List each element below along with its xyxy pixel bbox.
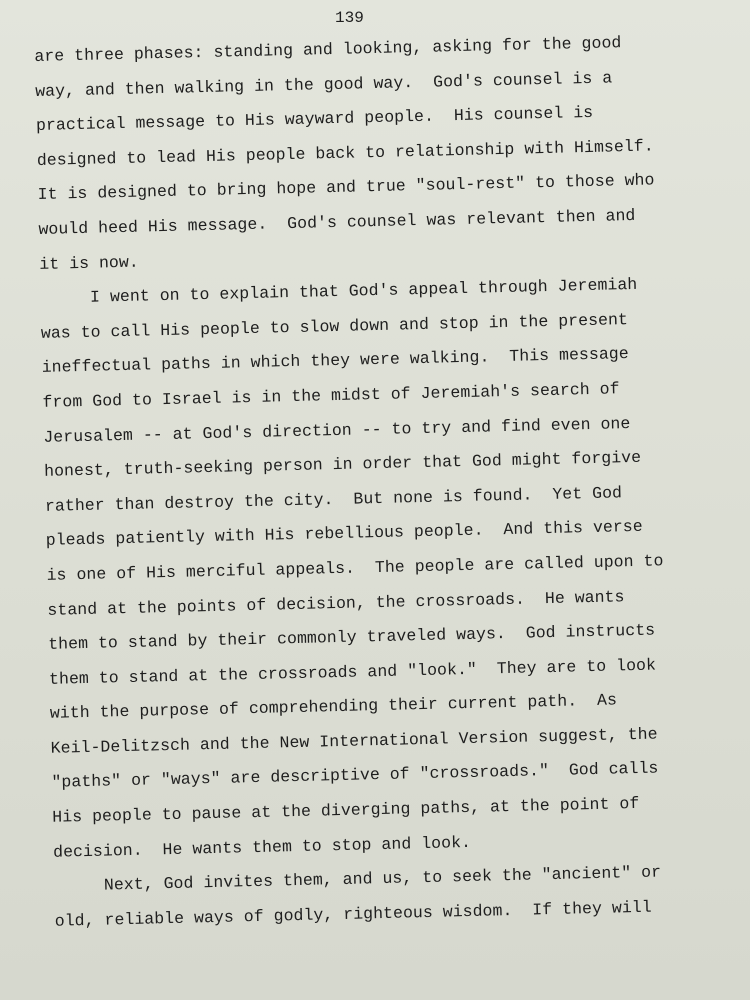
text-line: His people to pause at the diverging paths, at the point of	[52, 794, 640, 827]
text-line: rather than destroy the city. But none is found. Yet God	[44, 482, 623, 516]
text-line: pleads patiently with His rebellious people. And this verse	[45, 517, 643, 551]
text-line: decision. He wants them to stop and look.	[52, 832, 472, 862]
text-line: was to call His people to slow down and stop in the present	[40, 309, 629, 343]
text-line: it is now.	[39, 252, 140, 274]
text-line: are three phases: standing and looking, asking for the good	[34, 33, 622, 66]
text-line: is one of His merciful appeals. The people are called upon to	[46, 551, 664, 585]
text-line: Keil-Delitzsch and the New International Version suggest, the	[50, 724, 658, 758]
text-line: designed to lead His people back to relationship with Himself.	[36, 136, 654, 170]
paragraph-3	[54, 854, 735, 939]
paragraph-2	[40, 266, 734, 870]
text-line: practical message to His wayward people. His counsel is	[35, 103, 594, 136]
paragraph-1	[34, 24, 720, 282]
text-line: ineffectual paths in which they were walking. This message	[41, 344, 629, 378]
body-text	[34, 24, 735, 939]
text-line: It is designed to bring hope and true "soul-rest" to those who	[37, 170, 655, 205]
page-number: 139	[335, 9, 364, 27]
text-line: honest, truth-seeking person in order that God might forgive	[43, 447, 642, 482]
text-line: them to stand by their commonly traveled ways. God instructs	[48, 620, 656, 654]
text-line: stand at the points of decision, the crossroads. He wants	[47, 586, 625, 620]
text-line: "paths" or "ways" are descriptive of "crossroads." God calls	[51, 758, 659, 793]
text-line: from God to Israel is in the midst of Jeremiah's search of	[42, 379, 620, 412]
text-line: with the purpose of comprehending their current path. As	[49, 690, 618, 724]
text-line: Jerusalem -- at God's direction -- to try and find even one	[43, 413, 631, 447]
text-line: old, reliable ways of godly, righteous wisdom. If they will	[54, 897, 652, 931]
text-line: would heed His message. God's counsel was relevant then and	[38, 205, 636, 239]
text-line: I went on to explain that God's appeal through Jeremiah	[89, 275, 638, 307]
text-line: them to stand at the crossroads and "look." They are to look	[48, 655, 657, 689]
text-line: Next, God invites them, and us, to seek the "ancient" or	[103, 862, 662, 895]
text-line: way, and then walking in the good way. God's counsel is a	[34, 67, 613, 101]
